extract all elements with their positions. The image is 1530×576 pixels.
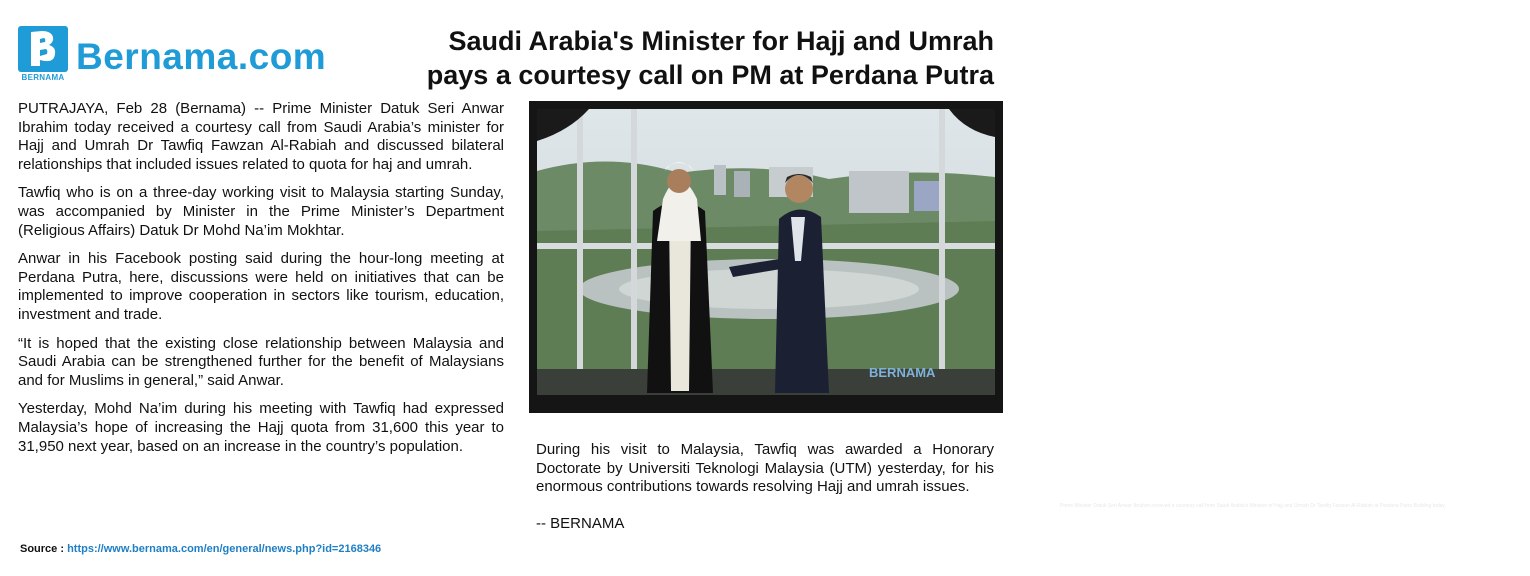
headline: [354, 24, 994, 92]
article-right-column: [536, 441, 994, 551]
article-body: [18, 100, 504, 466]
source-label: Source :: [20, 543, 65, 555]
bernama-b-icon: [18, 26, 68, 72]
photo-watermark: BERNAMA: [869, 365, 936, 380]
source-line: [20, 543, 381, 555]
source-link[interactable]: https://www.bernama.com/en/general/news.php?id=2168346: [67, 543, 382, 555]
bernama-logo: [18, 26, 68, 82]
article-paragraph: Anwar in his Facebook posting said during the hour-long meeting at Perdana Putra, here, discussions were held on initiatives that can be implemented to improve cooperation in sectors like tourism, education, investment and trade.: [18, 250, 504, 323]
article-paragraph-right: During his visit to Malaysia, Tawfiq was awarded a Honorary Doctorate by Universiti Teknologi Malaysia (UTM) yesterday, for his enormous contributions towards resolving Hajj and umrah issues.: [536, 441, 994, 496]
article-paragraph: “It is hoped that the existing close relationship between Malaysia and Saudi Arabia can be strengthened further for the benefit of Malaysians and for Muslims in general,” said Anwar.: [18, 334, 504, 389]
photo-caption: Prime Minister Datuk Seri Anwar Ibrahim received a courtesy call from Saudi Arabia's Minister of Hajj and Umrah Dr Tawfiq Fawzan Al-Rabiah at Perdana Putra Building today.: [1060, 503, 1446, 509]
article-paragraph: PUTRAJAYA, Feb 28 (Bernama) -- Prime Minister Datuk Seri Anwar Ibrahim today received a courtesy call from Saudi Arabia’s minister for Hajj and Umrah Dr Tawfiq Fawzan Al-Rabiah and discussed bilateral relationships that included issues related to quota for haj and umrah.: [18, 100, 504, 173]
logo-caption: BERNAMA: [21, 73, 65, 82]
article-signoff: -- BERNAMA: [536, 514, 625, 532]
news-photo-illustration: [529, 101, 1003, 413]
headline-line-2: pays a courtesy call on PM at Perdana Putra: [426, 60, 994, 90]
article-paragraph: Tawfiq who is on a three-day working visit to Malaysia starting Sunday, was accompanied by Minister in the Prime Minister’s Department (Religious Affairs) Datuk Dr Mohd Na’im Mokhtar.: [18, 184, 504, 239]
article-paragraph: Yesterday, Mohd Na’im during his meeting with Tawfiq had expressed Malaysia’s hope of increasing the Hajj quota from 31,600 this year to 31,950 next year, based on an increase in the country’s population.: [18, 400, 504, 455]
site-wordmark[interactable]: Bernama.com: [76, 36, 327, 77]
headline-line-1: Saudi Arabia's Minister for Hajj and Umrah: [448, 26, 994, 56]
